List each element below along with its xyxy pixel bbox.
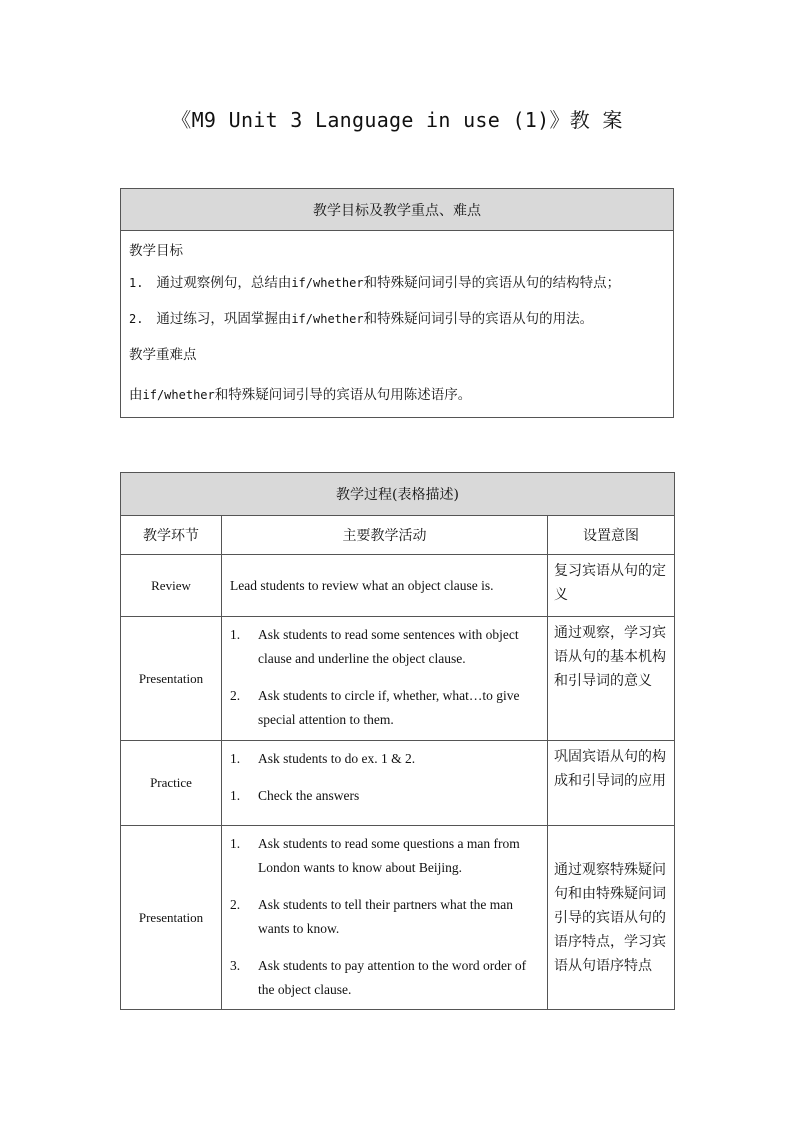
activities-cell — [222, 741, 548, 826]
objectives-table — [120, 188, 674, 418]
column-header-stage: 教学环节 — [121, 516, 222, 555]
list-item: 2. Ask students to circle if, whether, what…to give special attention to them. — [230, 688, 520, 727]
activities-cell — [222, 826, 548, 1010]
process-header: 教学过程(表格描述) — [121, 473, 675, 516]
goal-item: 1. 通过观察例句，总结由if/whether和特殊疑问词引导的宾语从句的结构特点； — [129, 275, 621, 291]
list-item: 1. Check the answers — [230, 788, 360, 803]
table-row — [121, 741, 675, 826]
objectives-body — [121, 231, 674, 418]
column-header-purpose: 设置意图 — [548, 516, 675, 555]
key-points-heading: 教学重难点 — [129, 347, 197, 363]
process-table — [120, 472, 675, 1010]
list-item: 2. Ask students to tell their partners what the man wants to know. — [230, 897, 513, 936]
purpose-cell: 巩固宾语从句的构成和引导词的应用 — [548, 741, 675, 826]
table-row — [121, 555, 675, 617]
activities-cell: Lead students to review what an object clause is. — [222, 555, 548, 617]
stage-cell: Presentation — [121, 826, 222, 1010]
stage-cell: Review — [121, 555, 222, 617]
key-point-text: 由if/whether和特殊疑问词引导的宾语从句用陈述语序。 — [129, 387, 472, 403]
stage-cell: Practice — [121, 741, 222, 826]
list-item: 1. Ask students to read some sentences with object clause and underline the object clause. — [230, 627, 519, 666]
table-row — [121, 826, 675, 1010]
list-item: 1. Ask students to do ex. 1 & 2. — [230, 751, 416, 766]
activities-cell — [222, 617, 548, 741]
objectives-header: 教学目标及教学重点、难点 — [121, 189, 674, 231]
stage-cell: Presentation — [121, 617, 222, 741]
goal-item: 2. 通过练习，巩固掌握由if/whether和特殊疑问词引导的宾语从句的用法。 — [129, 311, 594, 327]
document-title: 《M9 Unit 3 Language in use (1)》教 案 — [171, 108, 623, 132]
column-header-activities: 主要教学活动 — [222, 516, 548, 555]
purpose-cell: 通过观察特殊疑问句和由特殊疑问词引导的宾语从句的语序特点，学习宾语从句语序特点 — [548, 826, 675, 1010]
purpose-cell: 通过观察，学习宾语从句的基本机构和引导词的意义 — [548, 617, 675, 741]
goals-heading: 教学目标 — [129, 243, 183, 259]
table-row — [121, 617, 675, 741]
list-item: 3. Ask students to pay attention to the word order of the object clause. — [230, 958, 527, 997]
list-item: 1. Ask students to read some questions a man from London wants to know about Beijing. — [230, 836, 520, 875]
purpose-cell: 复习宾语从句的定义 — [548, 555, 675, 617]
